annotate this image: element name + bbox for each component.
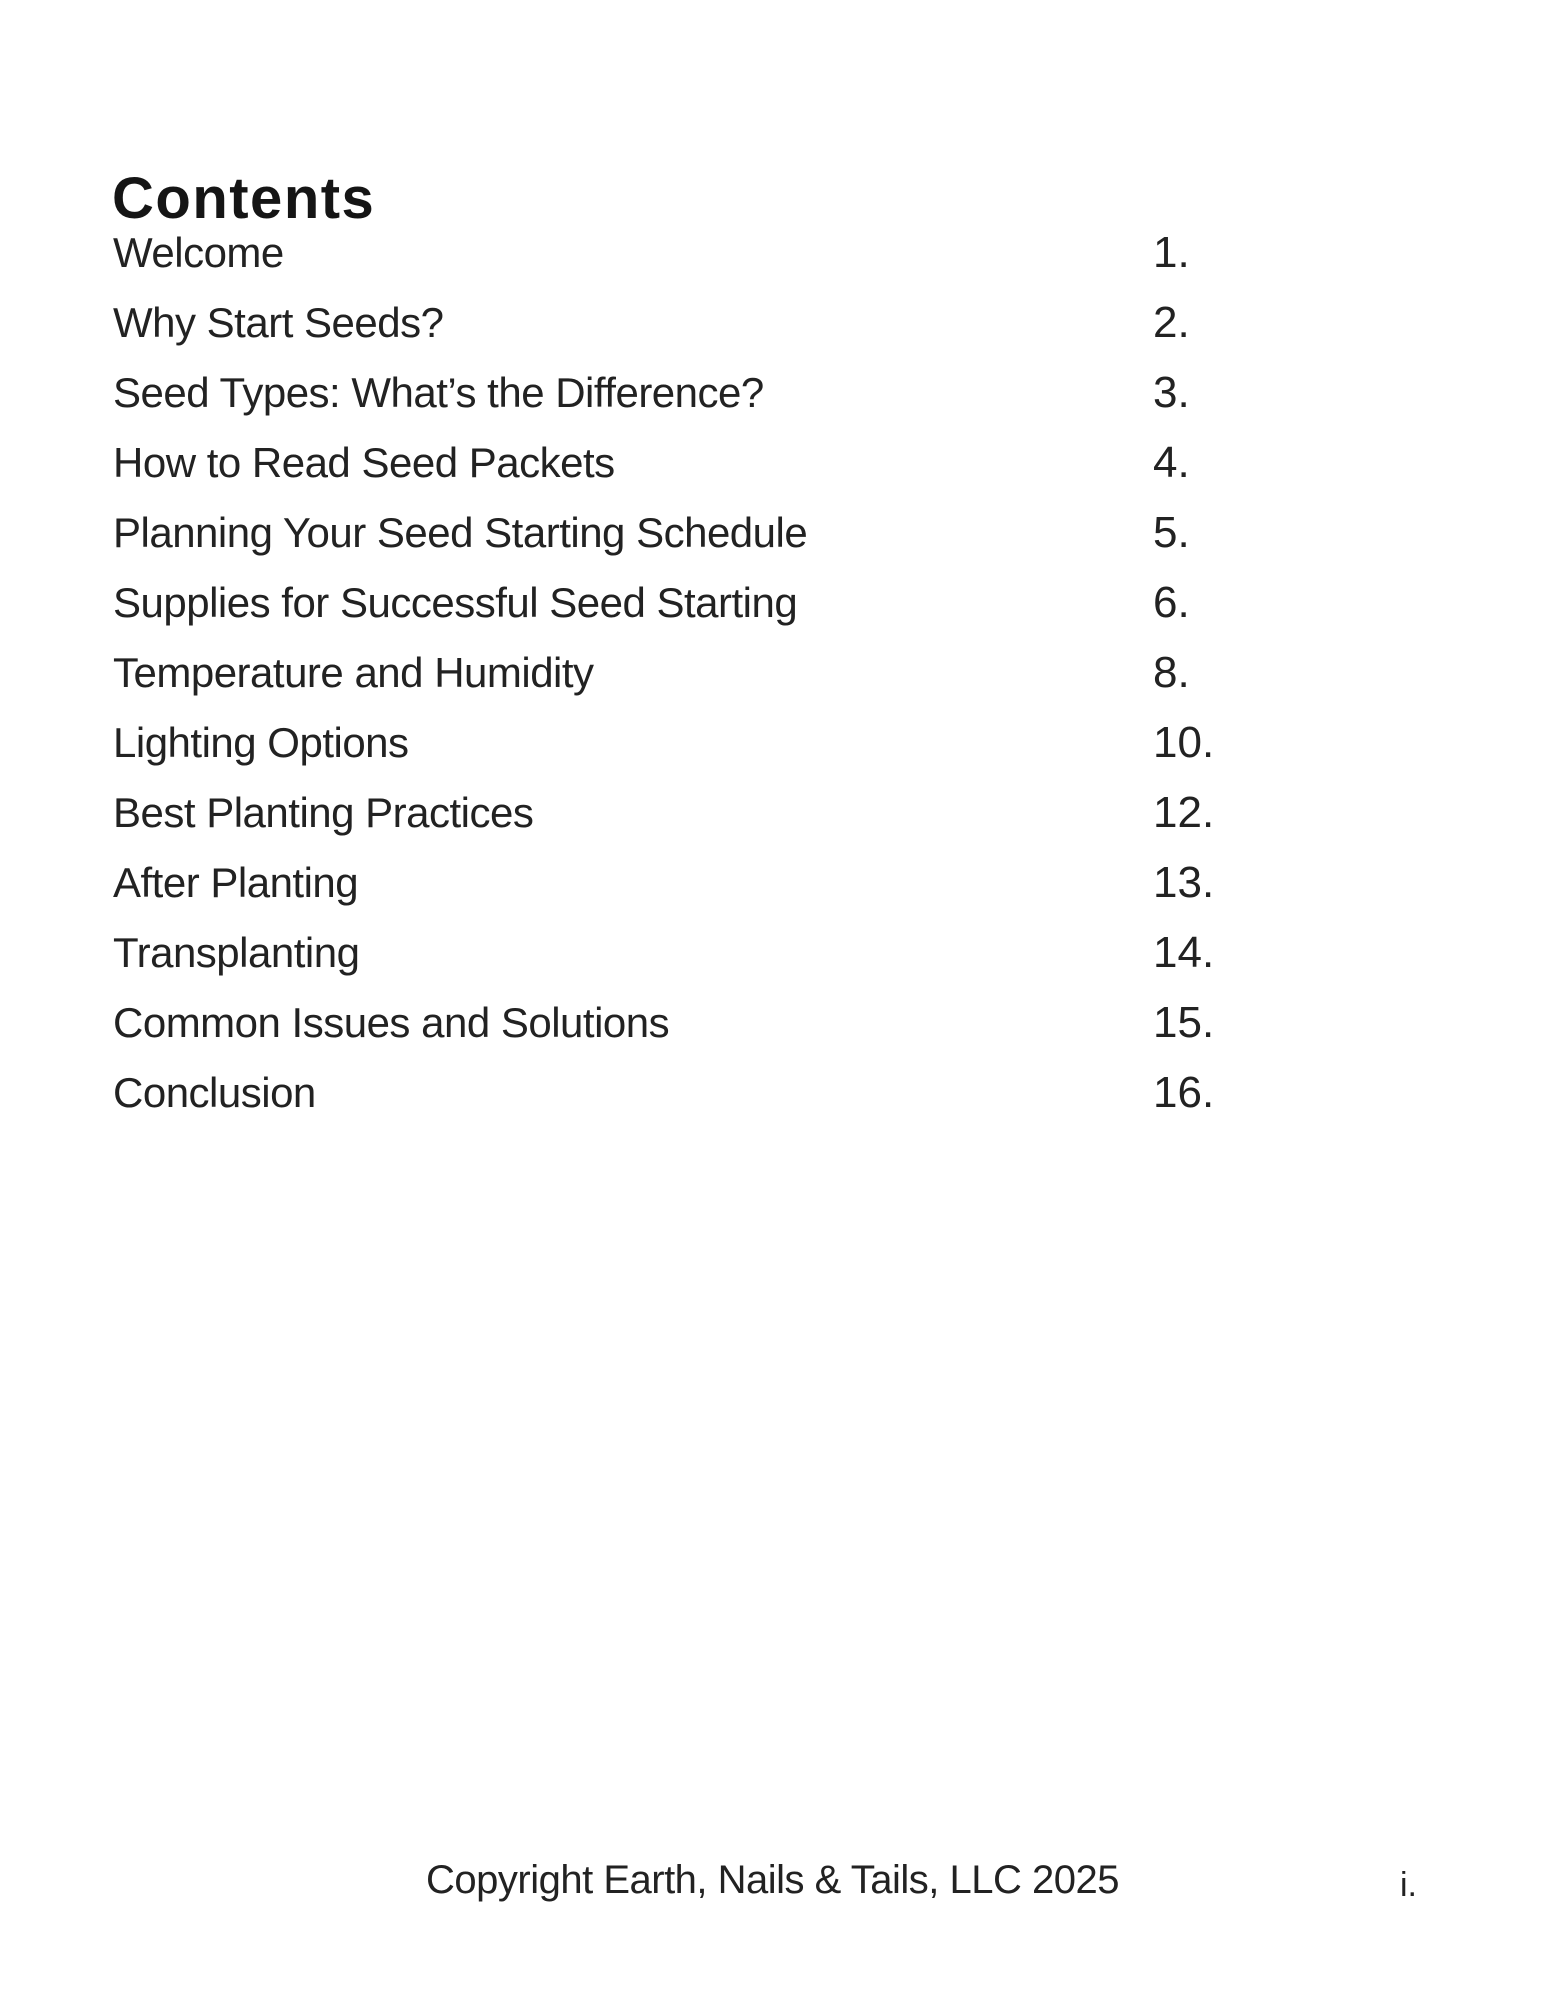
toc-item-label: Planning Your Seed Starting Schedule <box>113 509 808 556</box>
toc-item-label: Common Issues and Solutions <box>113 999 670 1046</box>
table-of-contents <box>113 218 1433 1128</box>
toc-row <box>113 848 1433 918</box>
toc-item-page: 5. <box>1153 508 1190 557</box>
toc-row <box>113 708 1433 778</box>
toc-item-page: 2. <box>1153 298 1190 347</box>
toc-item-page: 15. <box>1153 998 1215 1047</box>
page-number-marker: i. <box>1400 1866 1417 1904</box>
toc-row <box>113 428 1433 498</box>
toc-item-page: 8. <box>1153 648 1190 697</box>
toc-row <box>113 218 1433 288</box>
toc-row <box>113 988 1433 1058</box>
toc-item-label: After Planting <box>113 859 359 906</box>
toc-item-label: Conclusion <box>113 1069 316 1116</box>
toc-item-page: 6. <box>1153 578 1190 627</box>
toc-row <box>113 778 1433 848</box>
toc-item-label: Seed Types: What’s the Difference? <box>113 369 764 416</box>
toc-item-page: 4. <box>1153 438 1190 487</box>
footer-copyright: Copyright Earth, Nails & Tails, LLC 2025 <box>426 1858 1119 1902</box>
toc-item-page: 14. <box>1153 928 1215 977</box>
page-title: Contents <box>112 165 376 231</box>
toc-item-label: Why Start Seeds? <box>113 299 444 346</box>
toc-row <box>113 638 1433 708</box>
toc-item-label: Supplies for Successful Seed Starting <box>113 579 798 626</box>
toc-item-page: 16. <box>1153 1068 1215 1117</box>
toc-item-page: 12. <box>1153 788 1215 837</box>
toc-item-page: 13. <box>1153 858 1215 907</box>
toc-row <box>113 288 1433 358</box>
toc-item-label: Transplanting <box>113 929 360 976</box>
toc-row <box>113 498 1433 568</box>
toc-item-label: How to Read Seed Packets <box>113 439 615 486</box>
toc-row <box>113 568 1433 638</box>
toc-row <box>113 358 1433 428</box>
toc-item-page: 3. <box>1153 368 1190 417</box>
toc-row <box>113 918 1433 988</box>
toc-item-label: Best Planting Practices <box>113 789 534 836</box>
toc-item-label: Lighting Options <box>113 719 409 766</box>
toc-item-label: Welcome <box>113 229 284 276</box>
toc-item-page: 1. <box>1153 228 1190 277</box>
toc-row <box>113 1058 1433 1128</box>
toc-item-label: Temperature and Humidity <box>113 649 594 696</box>
toc-item-page: 10. <box>1153 718 1215 767</box>
